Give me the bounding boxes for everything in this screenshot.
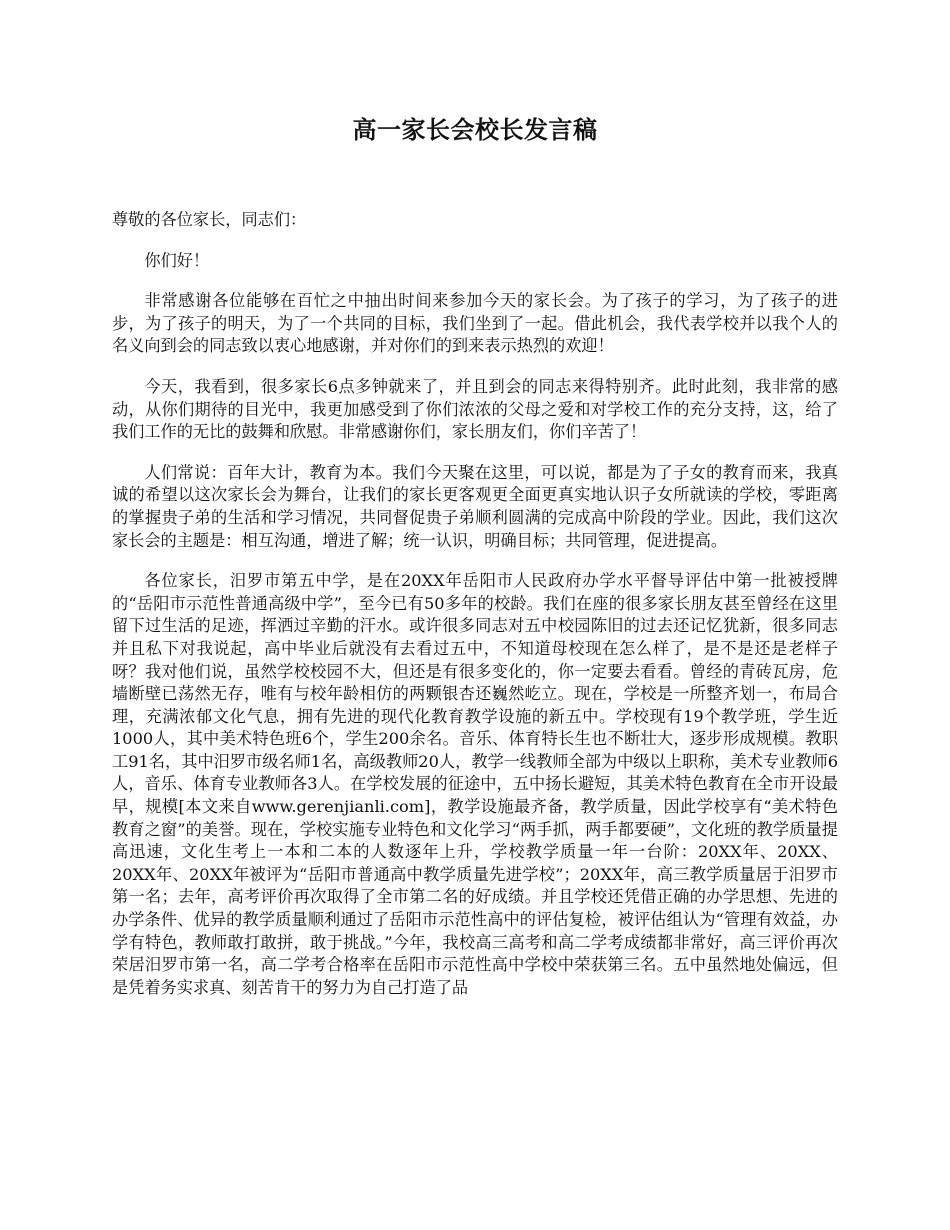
paragraph-education: 人们常说：百年大计，教育为本。我们今天聚在这里，可以说，都是为了子女的教育而来，我真诚的希望以这次家长会为舞台，让我们的家长更客观更全面更真实地认识子女所就读的学校，零距离的掌握贵子弟的生活和学习情况，共同督促贵子弟顺利圆满的完成高中阶段的学业。因此，我们这次家长会的主题是：相互沟通，增进了解；统一认识，明确目标；共同管理，促进提高。 (112, 462, 838, 550)
document-title: 高一家长会校长发言稿 (352, 115, 598, 144)
paragraph-school-intro: 各位家长，汨罗市第五中学，是在20XX年岳阳市人民政府办学水平督导评估中第一批被授牌的“岳阳市示范性普通高级中学”，至今已有50多年的校龄。我们在座的很多家长朋友甚至曾经在这里留下过生活的足迹，挥洒过辛勤的汗水。或许很多同志对五中校园陈旧的过去还记忆犹新，很多同志并且私下对我说起，高中毕业后就没有去看过五中，不知道母校现在怎么样了，是不是还是老样子呀？我对他们说，虽然学校校园不大，但还是有很多变化的，你一定要去看看。曾经的青砖瓦房，危墙断壁已荡然无存，唯有与校年龄相仿的两颗银杏还巍然屹立。现在，学校是一所整齐划一，布局合理，充满浓郁文化气息，拥有先进的现代化教育教学设施的新五中。学校现有19个教学班，学生近1000人，其中美术特色班6个，学生200余名。音乐、体育特长生也不断壮大，逐步形成规模。教职工91名，其中汨罗市级名师1名，高级教师20人，教学一线教师全部为中级以上职称，美术专业教师6人，音乐、体育专业教师各3人。在学校发展的征途中，五中扬长避短，其美术特色教育在全市开设最早，规模[本文来自www.gerenjianli.com]，教学设施最齐备，教学质量，因此学校享有“美术特色教育之窗”的美誉。现在，学校实施专业特色和文化学习“两手抓，两手都要硬”，文化班的教学质量提高迅速，文化生考上一本和二本的人数逐年上升，学校教学质量一年一台阶：20XX年、20XX、20XX年、20XX年被评为“岳阳市普通高中教学质量先进学校”；20XX年，高三教学质量居于汨罗市第一名；去年，高考评价再次取得了全市第二名的好成绩。并且学校还凭借正确的办学思想、先进的办学条件、优异的教学质量顺利通过了岳阳市示范性高中的评估复检，被评估组认为“管理有效益，办学有特色，教师敢打敢拼，敢于挑战。”今年，我校高三高考和高二学考成绩都非常好，高三评价再次荣居汨罗市第一名，高二学考合格率在岳阳市示范性高中学校中荣获第三名。五中虽然地处偏远，但是凭着务实求真、刻苦肯干的努力为自己打造了品 (112, 571, 838, 997)
paragraph-greeting: 你们好！ (144, 250, 210, 270)
paragraph-thanks: 非常感谢各位能够在百忙之中抽出时间来参加今天的家长会。为了孩子的学习，为了孩子的进步，为了孩子的明天，为了一个共同的目标，我们坐到了一起。借此机会，我代表学校并以我个人的名义向到会的同志致以衷心地感谢，并对你们的到来表示热烈的欢迎！ (112, 291, 838, 356)
paragraph-today: 今天，我看到，很多家长6点多钟就来了，并且到会的同志来得特别齐。此时此刻，我非常的感动，从你们期待的目光中，我更加感受到了你们浓浓的父母之爱和对学校工作的充分支持，这，给了我们工作的无比的鼓舞和欣慰。非常感谢你们，家长朋友们，你们辛苦了！ (112, 376, 838, 442)
salutation: 尊敬的各位家长，同志们： (112, 210, 307, 229)
